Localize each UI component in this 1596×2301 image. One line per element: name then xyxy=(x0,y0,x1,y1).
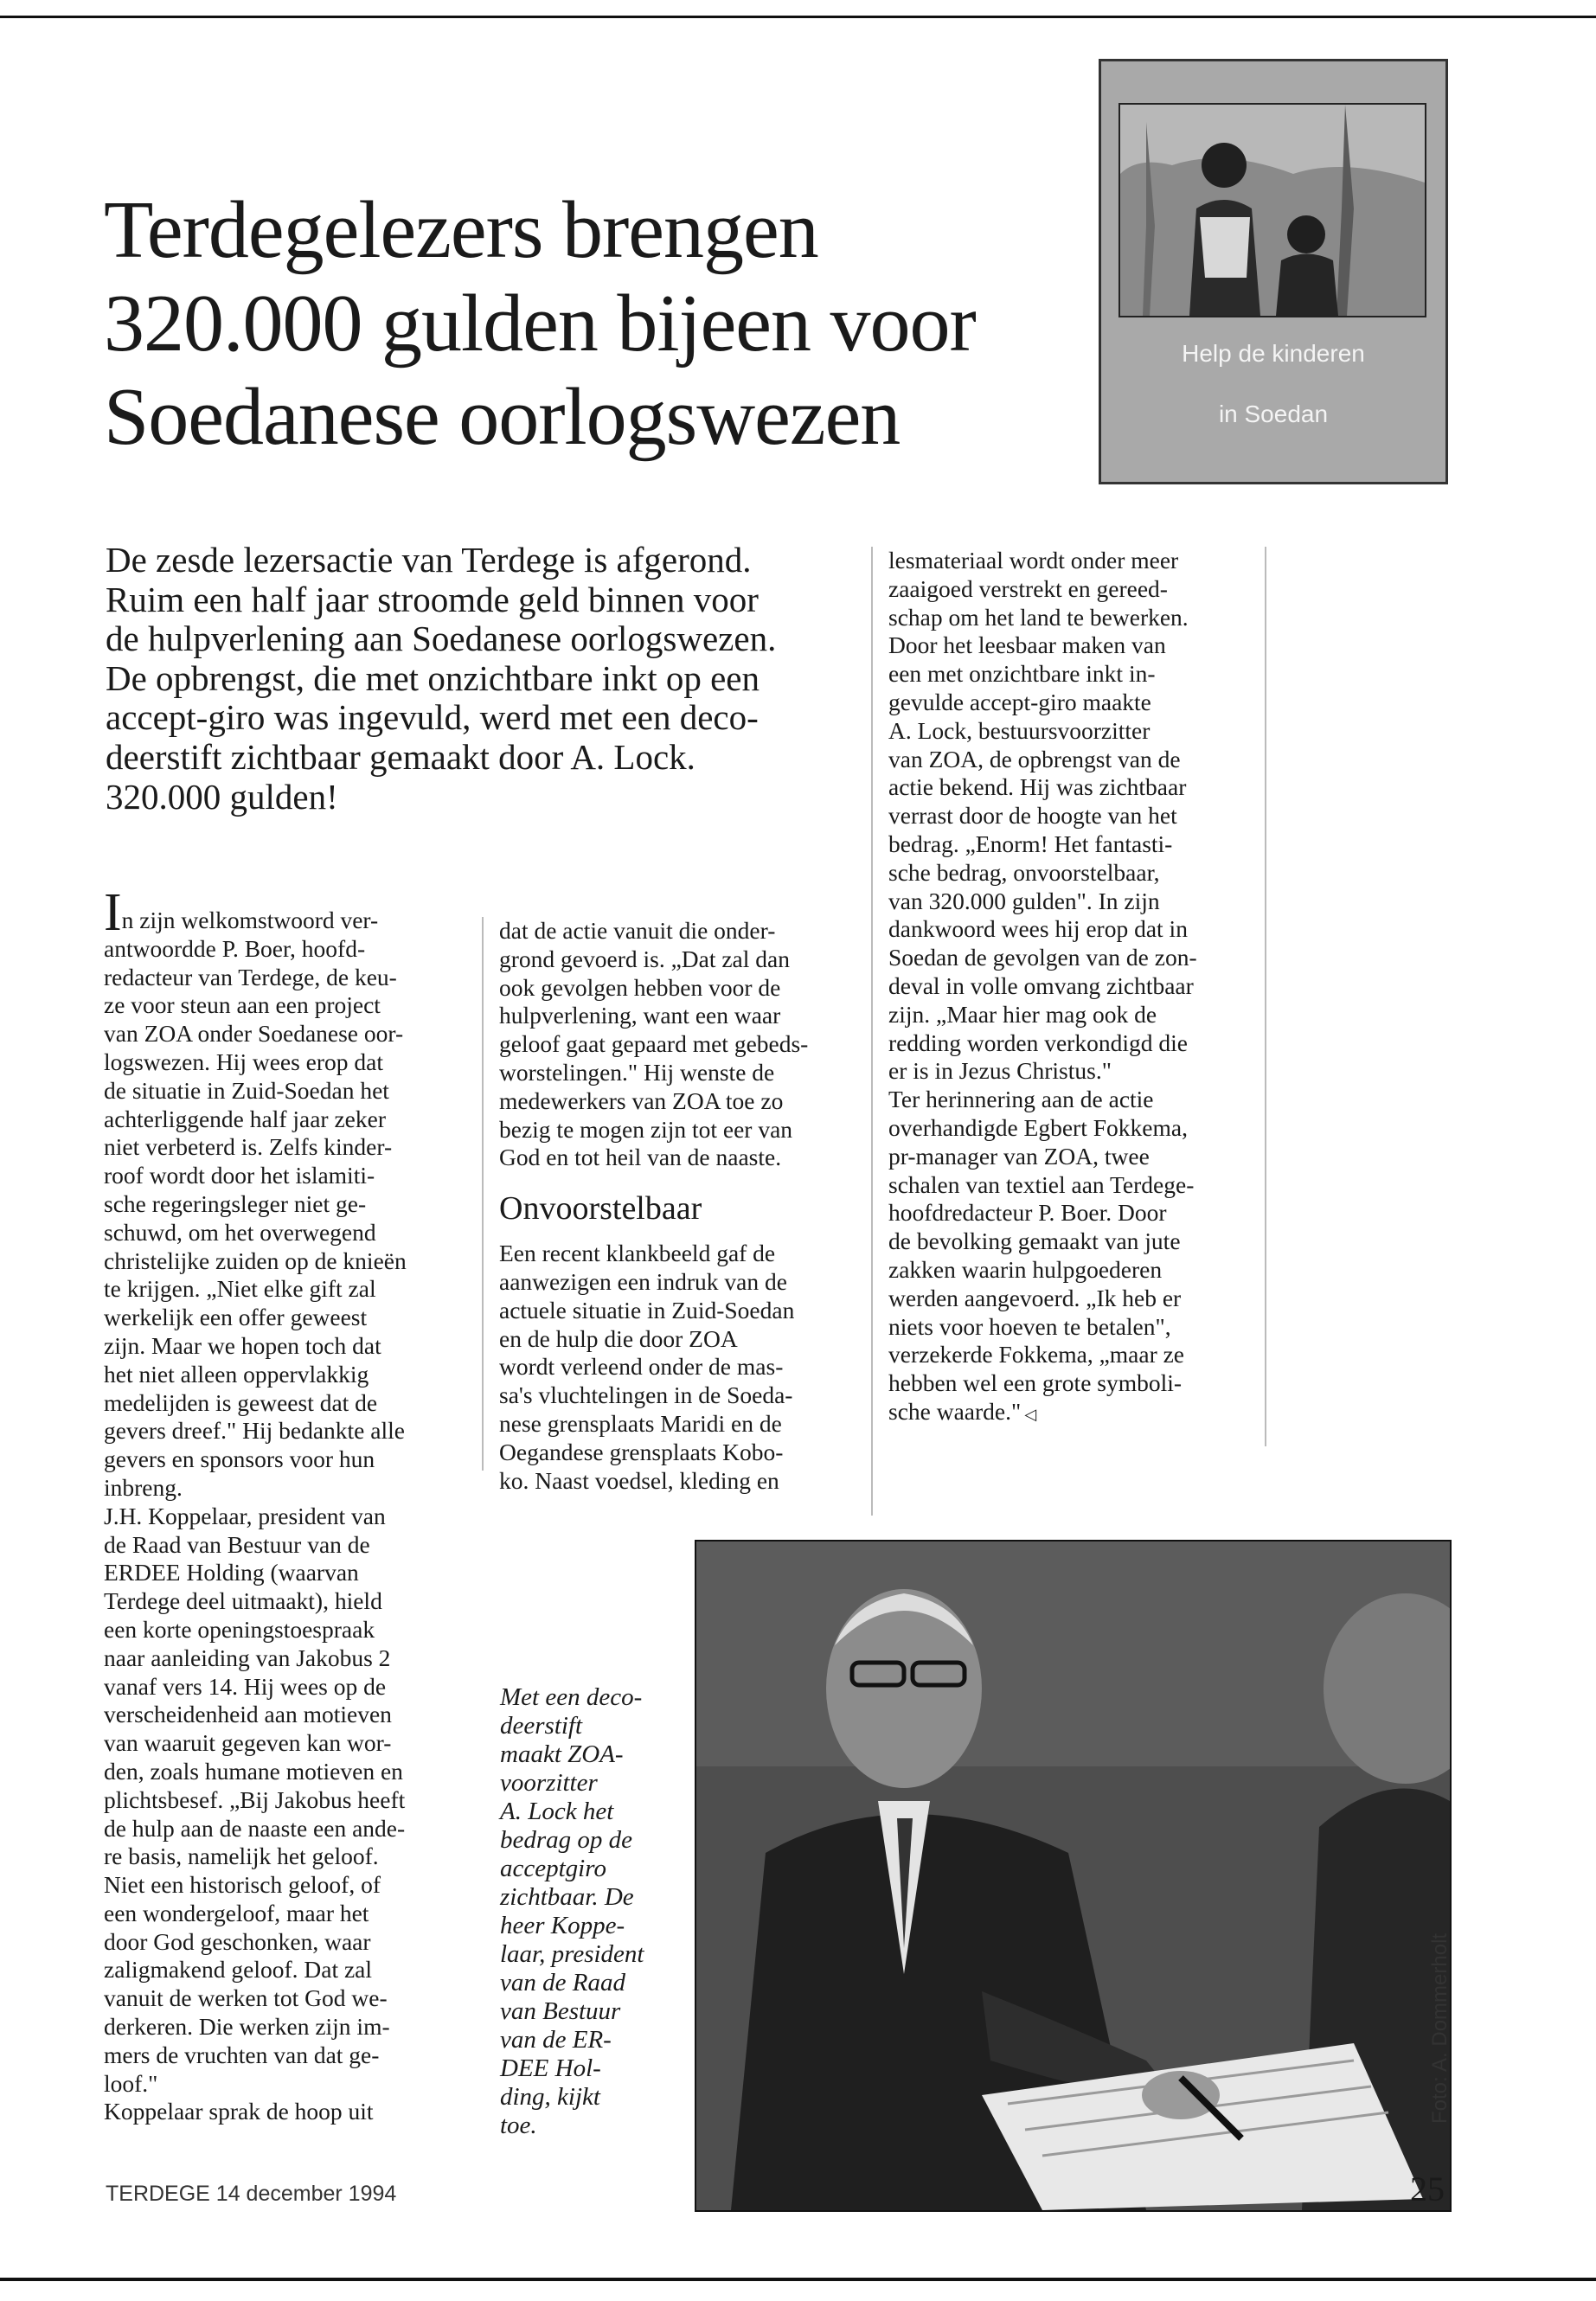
column-line: loof." xyxy=(104,2069,158,2097)
intro-line: accept-giro was ingevuld, werd met een deco- xyxy=(106,697,759,738)
column-line: Een recent klankbeeld gaf de xyxy=(499,1240,776,1267)
caption-line: ding, kijkt xyxy=(500,2083,600,2111)
intro-line: deerstift zichtbaar gemaakt door A. Lock. xyxy=(106,736,695,777)
headline-line: Soedanese oorlogswezen xyxy=(104,372,901,462)
column-line: Soedan de gevolgen van de zon- xyxy=(888,944,1197,971)
column-line: het niet alleen oppervlakkig xyxy=(104,1360,369,1388)
column-line: den, zoals humane motieven en xyxy=(104,1757,403,1785)
column-line: schuwd, om het overwegend xyxy=(104,1218,376,1246)
column-line: verzekerde Fokkema, „maar ze xyxy=(888,1341,1185,1368)
column-line: aanwezigen een indruk van de xyxy=(499,1267,787,1295)
column-line: een wondergeloof, maar het xyxy=(104,1899,369,1926)
caption-line: acceptgiro xyxy=(500,1855,606,1882)
column-line: zaligmakend geloof. Dat zal xyxy=(104,1956,373,1984)
column-line: grond gevoerd is. „Dat zal dan xyxy=(499,945,790,972)
column-line: antwoordde P. Boer, hoofd- xyxy=(104,934,366,962)
caption-line: van de ER- xyxy=(500,2026,612,2054)
column-line: achterliggende half jaar zeker xyxy=(104,1105,386,1132)
column-line: hulpverlening, want een waar xyxy=(499,1002,781,1029)
column-line: gevers dreef." Hij bedankte alle xyxy=(104,1417,405,1445)
column-line: door God geschonken, waar xyxy=(104,1927,371,1955)
column-line: roof wordt door het islamiti- xyxy=(104,1162,375,1189)
column-line: ERDEE Holding (waarvan xyxy=(104,1559,359,1586)
column-line: niets voor hoeven te betalen", xyxy=(888,1312,1171,1340)
column-line: deval in volle omvang zichtbaar xyxy=(888,971,1194,999)
column-line: hoofdredacteur P. Boer. Door xyxy=(888,1199,1167,1227)
column-line: inbreng. xyxy=(104,1473,183,1501)
first-line xyxy=(104,883,467,942)
column-line: verrast door de hoogte van het xyxy=(888,802,1177,830)
column-line: redacteur van Terdege, de keu- xyxy=(104,963,397,990)
column-line: en de hulp die door ZOA xyxy=(499,1324,738,1352)
column-line: werkelijk een offer geweest xyxy=(104,1304,368,1331)
photo-caption xyxy=(500,1683,673,2140)
column-divider xyxy=(1265,547,1266,1446)
column-line: te krijgen. „Niet elke gift zal xyxy=(104,1275,376,1303)
drop-cap: I xyxy=(104,883,122,942)
column-line: van 320.000 gulden". In zijn xyxy=(888,887,1160,914)
column-divider xyxy=(871,547,873,1516)
intro-line: Ruim een half jaar stroomde geld binnen voor xyxy=(106,579,759,619)
caption-line: toe. xyxy=(500,2112,537,2139)
column-line: verscheidenheid aan motieven xyxy=(104,1701,392,1728)
column-line: dat de actie vanuit die onder- xyxy=(499,917,776,944)
column-line: schalen van textiel aan Terdege- xyxy=(888,1170,1195,1198)
headline-line: 320.000 gulden bijeen voor xyxy=(104,279,976,369)
caption-line: DEE Hol- xyxy=(500,2054,601,2082)
intro-line: 320.000 gulden! xyxy=(106,776,338,817)
column-line: ze voor steun aan een project xyxy=(104,991,381,1019)
column-line: zijn. Maar we hopen toch dat xyxy=(104,1331,381,1359)
caption-line: Met een deco- xyxy=(500,1683,643,1711)
promo-line-2: in Soedan xyxy=(1218,401,1329,427)
column-line: nese grensplaats Maridi en de xyxy=(499,1409,782,1437)
column-line: lesmateriaal wordt onder meer xyxy=(888,547,1179,574)
page-number: 25 xyxy=(1410,2170,1445,2208)
column-line: sche bedrag, onvoorstelbaar, xyxy=(888,858,1160,886)
column-line: Door het leesbaar maken van xyxy=(888,631,1166,659)
article-photo xyxy=(695,1540,1452,2212)
end-mark-icon: ◁ xyxy=(1024,1405,1037,1424)
column-line: derkeren. Die werken zijn im- xyxy=(104,2013,390,2041)
column-line: God en tot heil van de naaste. xyxy=(499,1144,782,1171)
column-line: bezig te mogen zijn tot eer van xyxy=(499,1115,793,1143)
column-line: re basis, namelijk het geloof. xyxy=(104,1843,379,1870)
promo-photo xyxy=(1118,103,1426,317)
promo-box xyxy=(1099,59,1448,484)
column-line: Terdege deel uitmaakt), hield xyxy=(104,1587,382,1615)
column-line: pr-manager van ZOA, twee xyxy=(888,1142,1150,1170)
column-line: een met onzichtbare inkt in- xyxy=(888,660,1156,688)
column-line: de hulp aan de naaste een ande- xyxy=(104,1814,406,1842)
column-line: J.H. Koppelaar, president van xyxy=(104,1502,386,1529)
column-line: worstelingen." Hij wenste de xyxy=(499,1058,775,1086)
article-column-1 xyxy=(104,883,467,2126)
column-line: een korte openingstoespraak xyxy=(104,1615,375,1643)
column-line: bedrag. „Enorm! Het fantasti- xyxy=(888,830,1173,857)
bottom-rule xyxy=(0,2278,1596,2281)
caption-line: heer Koppe- xyxy=(500,1912,625,1939)
column-last-line xyxy=(888,1398,1252,1430)
column-line: dankwoord wees hij erop dat in xyxy=(888,915,1188,943)
column-line: wordt verleend onder de mas- xyxy=(499,1353,784,1381)
column-line: plichtsbesef. „Bij Jakobus heeft xyxy=(104,1785,406,1813)
column-line: actie bekend. Hij was zichtbaar xyxy=(888,773,1187,801)
top-rule xyxy=(0,16,1596,18)
column-line: Oegandese grensplaats Kobo- xyxy=(499,1438,784,1465)
column-line: zaaigoed verstrekt en gereed- xyxy=(888,574,1168,602)
intro-line: de hulpverlening aan Soedanese oorlogswezen. xyxy=(106,619,777,659)
caption-line: A. Lock het xyxy=(500,1798,614,1825)
column-line: Ter herinnering aan de actie xyxy=(888,1086,1154,1113)
column-line: mers de vruchten van dat ge- xyxy=(104,2041,380,2068)
photo-credit: Foto: A. Dommerholt xyxy=(1428,1932,1452,2124)
column-line: christelijke zuiden op de knieën xyxy=(104,1247,407,1274)
article-column-3 xyxy=(888,547,1252,1430)
column-line: schap om het land te bewerken. xyxy=(888,603,1189,631)
column-line: de Raad van Bestuur van de xyxy=(104,1530,370,1558)
column-line: ko. Naast voedsel, kleding en xyxy=(499,1466,779,1494)
intro-line: De zesde lezersactie van Terdege is afgerond. xyxy=(106,540,752,580)
column-line: zijn. „Maar hier mag ook de xyxy=(888,1000,1157,1028)
headline-line: Terdegelezers brengen xyxy=(104,185,818,275)
subheading: Onvoorstelbaar xyxy=(499,1190,702,1227)
column-line: Niet een historisch geloof, of xyxy=(104,1871,381,1899)
column-line: de situatie in Zuid-Soedan het xyxy=(104,1076,389,1104)
column-line: naar aanleiding van Jakobus 2 xyxy=(104,1644,391,1671)
intro-paragraph xyxy=(106,541,849,817)
column-line: geloof gaat gepaard met gebeds- xyxy=(499,1030,809,1058)
intro-line: De opbrengst, die met onzichtbare inkt op een xyxy=(106,657,760,698)
column-line: redding worden verkondigd die xyxy=(888,1029,1188,1056)
caption-line: van de Raad xyxy=(500,1969,625,1997)
column-line: ook gevolgen hebben voor de xyxy=(499,973,781,1001)
caption-line: maakt ZOA- xyxy=(500,1740,624,1768)
caption-line: van Bestuur xyxy=(500,1997,621,2025)
column-line: vanaf vers 14. Hij wees op de xyxy=(104,1672,387,1700)
column-line: sche regeringsleger niet ge- xyxy=(104,1189,367,1217)
column-line: gevulde accept-giro maakte xyxy=(888,688,1151,715)
first-line-rest: n zijn welkomstwoord ver- xyxy=(121,907,379,933)
column-line: logswezen. Hij wees erop dat xyxy=(104,1048,384,1075)
column-line: hebben wel een grote symboli- xyxy=(888,1369,1183,1397)
column-line: sa's vluchtelingen in de Soeda- xyxy=(499,1381,793,1409)
column-line: zakken waarin hulpgoederen xyxy=(888,1255,1163,1283)
column-line: werden aangevoerd. „Ik heb er xyxy=(888,1284,1182,1311)
column-divider xyxy=(482,917,484,1471)
headline xyxy=(104,183,1081,464)
column-line: actuele situatie in Zuid-Soedan xyxy=(499,1296,795,1324)
column-line: er is in Jezus Christus." xyxy=(888,1057,1112,1085)
column-line: niet verbeterd is. Zelfs kinder- xyxy=(104,1133,393,1161)
column-line: medewerkers van ZOA toe zo xyxy=(499,1086,784,1114)
column-line: de bevolking gemaakt van jute xyxy=(888,1227,1181,1255)
caption-line: voorzitter xyxy=(500,1769,598,1797)
column-line: overhandigde Egbert Fokkema, xyxy=(888,1113,1188,1141)
column-line: van ZOA onder Soedanese oor- xyxy=(104,1020,404,1048)
column-line: Koppelaar sprak de hoop uit xyxy=(104,2098,374,2125)
caption-line: bedrag op de xyxy=(500,1826,633,1854)
column-line: van ZOA, de opbrengst van de xyxy=(888,745,1181,772)
column-line: van waaruit gegeven kan wor- xyxy=(104,1729,392,1757)
column-line: vanuit de werken tot God we- xyxy=(104,1984,388,2012)
column-line: gevers en sponsors voor hun xyxy=(104,1445,375,1473)
caption-line: deerstift xyxy=(500,1712,583,1740)
column-line: A. Lock, bestuursvoorzitter xyxy=(888,716,1151,744)
footer-issue: TERDEGE 14 december 1994 xyxy=(106,2182,397,2206)
caption-line: zichtbaar. De xyxy=(500,1883,634,1911)
promo-line-1: Help de kinderen xyxy=(1182,340,1365,367)
last-line-text: sche waarde." xyxy=(888,1397,1022,1425)
caption-line: laar, president xyxy=(500,1940,644,1968)
column-line: medelijden is geweest dat de xyxy=(104,1388,378,1416)
article-column-2 xyxy=(499,917,845,1495)
